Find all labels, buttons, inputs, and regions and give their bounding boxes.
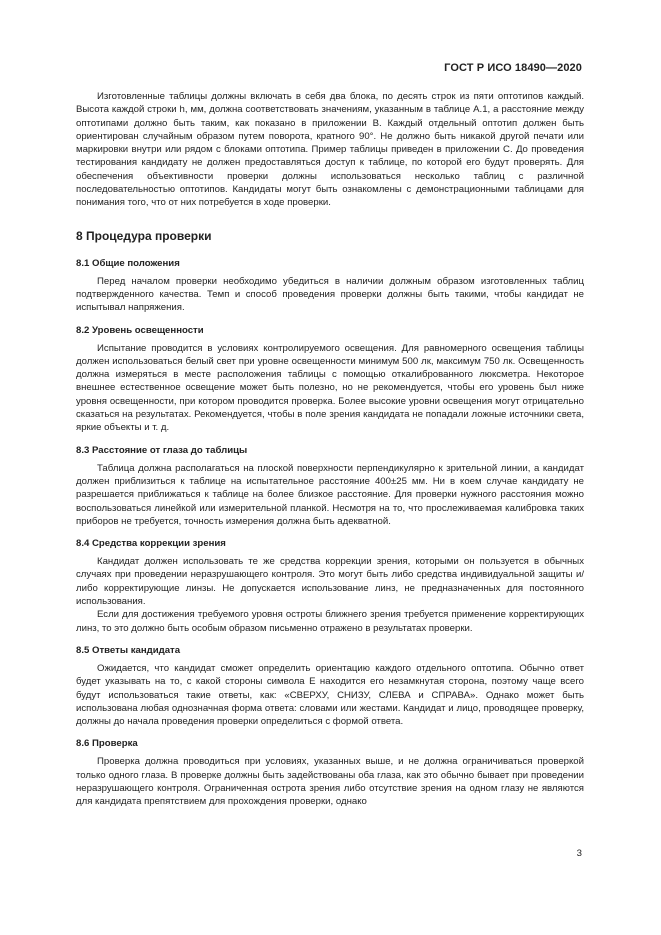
paragraph-8-2: Испытание проводится в условиях контролируемого освещения. Для равномерного освещения таблицы должен использоваться белый свет при уровне освещенности минимум 500 лк, максимум 750 лк. Освещенность должна измеряться в месте расположения таблицы с помощью откалиброванного люксметра. Некоторое внешнее естественное освещение может быть полезно, но не рекомендуется, чтобы его уровень был ниже уровня освещенности, при котором проводится проверка. Более высокие уровни освещения могут отрицательно сказаться на результатах. Рекомендуется, чтобы в поле зрения кандидата не попадали ложные источники света, яркие объекты и т. д. bbox=[76, 342, 584, 434]
paragraph-8-3: Таблица должна располагаться на плоской поверхности перпендикулярно к зрительной линии, а кандидат должен приблизиться к таблице на испытательное расстояние 400±25 мм. Ни в коем случае кандидату не разрешается приближаться к таблице на более близкое расстояние. Для проверки нужного расстояния можно воспользоваться линейкой или измерительной планкой. Несмотря на то, что прослеживаемая калибровка таких приборов не требуется, точность измерения должна быть адекватной. bbox=[76, 462, 584, 527]
subsection-title-8-2: 8.2 Уровень освещенности bbox=[76, 324, 204, 336]
page-content bbox=[76, 90, 584, 809]
intro-paragraph: Изготовленные таблицы должны включать в себя два блока, по десять строк из пяти оптотипов каждый. Высота каждой строки h, мм, должна соответствовать значениям, указанным в таблице А.1, а расстояние между оптотипами должно быть таким, как показано в приложении В. Каждый отдельный оптотип должен быть ориентирован случайным образом путем поворота, кратного 90°. Не должно быть никакой другой печати или маркировки внутри или рядом с блоками оптотипа. Пример таблицы приведен в приложении С. До проведения тестирования кандидату не должен предоставляться доступ к таблице, по которой его будут проверять. Для обеспечения объективности проверки должны использоваться несколько таблиц с различной последовательностью оптотипов. Кандидаты могут быть ознакомлены с демонстрационными таблицами для понимания того, что от них потребуется в ходе проверки. bbox=[76, 91, 584, 209]
subsection-title-8-4: 8.4 Средства коррекции зрения bbox=[76, 538, 226, 550]
paragraph-8-4-1: Кандидат должен использовать те же средства коррекции зрения, которыми он пользуется в обычных случаях при проведении неразрушающего контроля. Это могут быть либо средства индивидуальной защиты и/либо корректирующие линзы. Не допускается использование линз, не предназначенных для постоянного использования. bbox=[76, 556, 584, 608]
subsection-title-8-5: 8.5 Ответы кандидата bbox=[76, 644, 181, 656]
paragraph-8-5: Ожидается, что кандидат сможет определить ориентацию каждого отдельного оптотипа. Обычно ответ будет указывать на то, с какой стороны символа Е находится его незамкнутая сторона, поэтому чаще всего будут использоваться такие ответы, как: «СВЕРХУ, СНИЗУ, СЛЕВА и СПРАВА». Однако может быть использована любая однозначная форма ответа: словами или жестами. Кандидат и лицо, проводящее проверку, должны до начала проведения проверки определиться с формой ответа. bbox=[76, 662, 584, 728]
subsection-title-8-1: 8.1 Общие положения bbox=[76, 257, 180, 269]
standard-header: ГОСТ Р ИСО 18490—2020 bbox=[444, 62, 582, 74]
paragraph-8-1: Перед началом проверки необходимо убедиться в наличии должным образом изготовленных таблиц подтвержденного качества. Темп и способ проведения проверки должны быть такими, чтобы кандидат не испытывал напряжения. bbox=[76, 275, 584, 314]
section-title: 8 Процедура проверки bbox=[76, 228, 212, 243]
paragraph-8-4-2: Если для достижения требуемого уровня остроты ближнего зрения требуется применение корректирующих линз, то это должно быть особым образом письменно отражено в результатах проверки. bbox=[76, 609, 584, 634]
subsection-title-8-6: 8.6 Проверка bbox=[76, 738, 138, 750]
page-number: 3 bbox=[576, 848, 582, 859]
subsection-title-8-3: 8.3 Расстояние от глаза до таблицы bbox=[76, 444, 248, 456]
paragraph-8-6: Проверка должна проводиться при условиях, указанных выше, и не должна ограничиваться проверкой только одного глаза. В проверке должны быть задействованы оба глаза, как это обычно бывает при проведении неразрушающего контроля. Ограниченная острота зрения либо отсутствие зрения на одном глазу не являются для кандидата препятствием для прохождения проверки, однако bbox=[76, 756, 584, 808]
